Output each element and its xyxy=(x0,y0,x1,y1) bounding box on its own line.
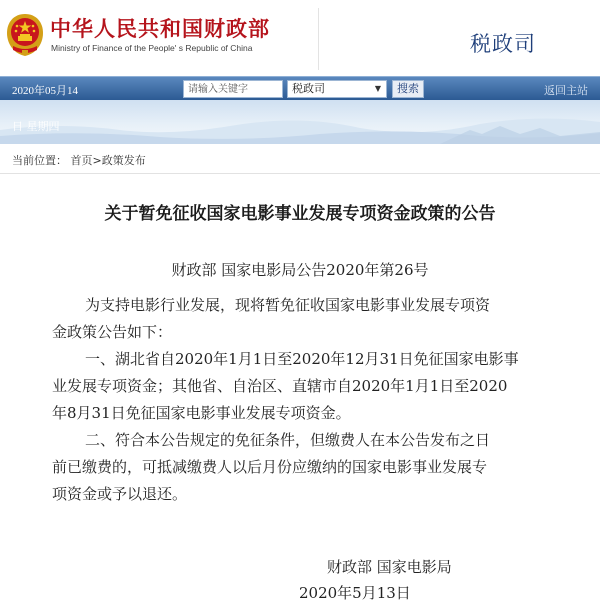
signature-date: 2020年5月13日 xyxy=(299,584,411,602)
paragraph-line: 二、符合本公告规定的免征条件，但缴费人在本公告发布之日 xyxy=(85,431,491,449)
paragraph-line: 前已缴费的，可抵减缴费人以后月份应缴纳的国家电影事业发展专 xyxy=(52,458,488,476)
site-header xyxy=(0,0,600,76)
current-date: 2020年05月14 xyxy=(12,85,78,97)
chevron-down-icon: ▼ xyxy=(374,84,382,93)
header-divider xyxy=(318,8,319,70)
landscape-banner-image xyxy=(0,100,600,144)
return-main-site-link[interactable]: 返回主站 xyxy=(544,84,588,97)
paragraph-line: 业发展专项资金；其他省、自治区、直辖市自2020年1月1日至2020 xyxy=(52,377,508,395)
breadcrumb[interactable]: 当前位置： 首页>政策发布 xyxy=(12,154,146,167)
department-select-value: 税政司 xyxy=(292,82,325,95)
ministry-name-en: Ministry of Finance of the People' s Republic of China xyxy=(51,43,253,53)
paragraph-line: 年8月31日免征国家电影事业发展专项资金。 xyxy=(52,404,351,422)
search-input[interactable] xyxy=(183,80,283,98)
paragraph-line: 为支持电影行业发展，现将暂免征收国家电影事业发展专项资 xyxy=(85,296,491,314)
department-select[interactable] xyxy=(287,80,387,98)
paragraph-line: 一、湖北省自2020年1月1日至2020年12月31日免征国家电影事 xyxy=(85,350,519,368)
signature-organizations: 财政部 国家电影局 xyxy=(327,558,452,576)
article-title: 关于暂免征收国家电影事业发展专项资金政策的公告 xyxy=(104,204,496,224)
toolbar xyxy=(0,76,600,100)
ministry-name-cn: 中华人民共和国财政部 xyxy=(50,17,270,41)
paragraph-line: 金政策公告如下： xyxy=(52,323,173,341)
paragraph-item-2 xyxy=(52,427,592,508)
header-banner xyxy=(0,100,600,144)
paragraph-item-1 xyxy=(52,346,592,427)
document-number: 财政部 国家电影局公告2020年第26号 xyxy=(171,261,429,279)
department-title: 税政司 xyxy=(470,32,536,56)
national-emblem-icon xyxy=(5,12,45,58)
breadcrumb-bar xyxy=(0,144,600,174)
search-button[interactable]: 搜索 xyxy=(392,80,424,98)
paragraph-intro xyxy=(52,292,592,346)
paragraph-line: 项资金或予以退还。 xyxy=(52,485,188,503)
weekday-label: 日 星期四 xyxy=(12,120,60,133)
